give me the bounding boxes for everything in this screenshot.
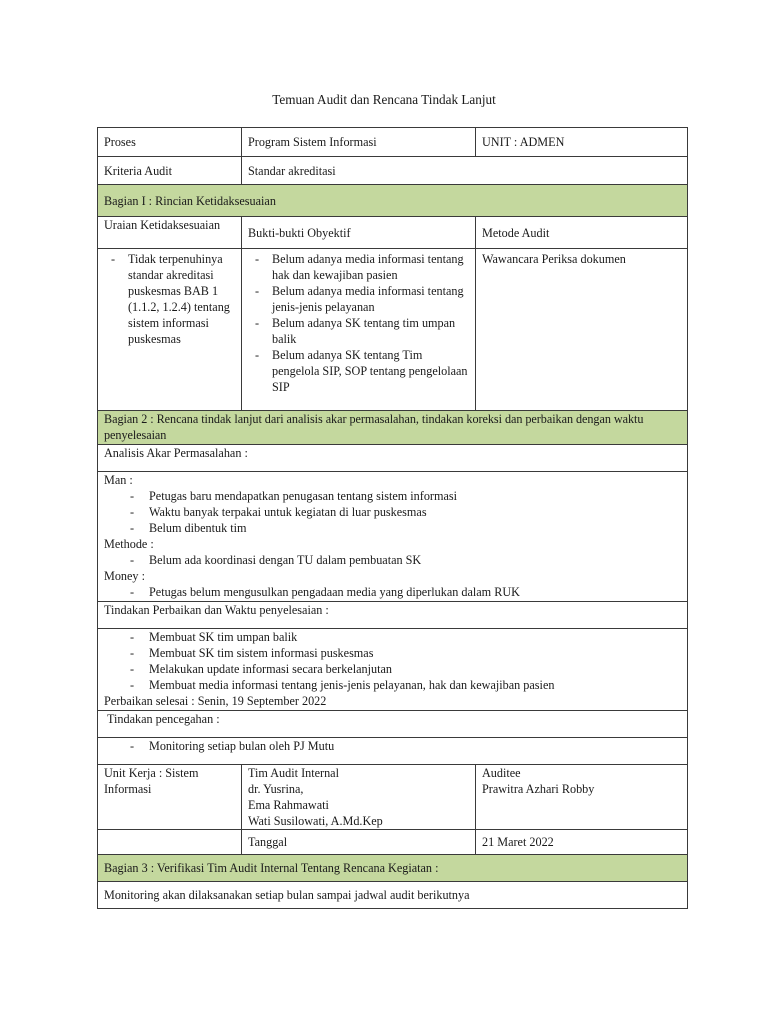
row-pencegahan-label bbox=[98, 711, 688, 738]
list-item: - Membuat media informasi tentang jenis-jenis pelayanan, hak dan kewajiban pasien bbox=[104, 677, 681, 693]
man-label: Man : bbox=[104, 473, 133, 487]
bagian3-heading: Bagian 3 : Verifikasi Tim Audit Internal Tentang Rencana Kegiatan : bbox=[98, 855, 688, 882]
list-item: - Belum adanya SK tentang tim umpan balik bbox=[248, 315, 469, 347]
proses-label: Proses bbox=[98, 128, 242, 157]
bagian2-heading: Bagian 2 : Rencana tindak lanjut dari analisis akar permasalahan, tindakan koreksi dan perbaikan dengan waktu penyelesaian bbox=[98, 411, 688, 445]
list-item: - Belum dibentuk tim bbox=[104, 520, 681, 536]
row-tindakan-label bbox=[98, 602, 688, 629]
list-item: - Monitoring setiap bulan oleh PJ Mutu bbox=[104, 738, 681, 754]
methode-list bbox=[104, 552, 681, 568]
pencegahan-content bbox=[98, 738, 688, 765]
list-item: - Petugas belum mengusulkan pengadaan media yang diperlukan dalam RUK bbox=[104, 584, 681, 600]
list-item: - Tidak terpenuhinya standar akreditasi puskesmas BAB 1 (1.1.2, 1.2.4) tentang sistem informasi puskesmas bbox=[104, 251, 235, 347]
row-kriteria bbox=[98, 157, 688, 185]
col-uraian-header: Uraian Ketidaksesuaian bbox=[98, 217, 242, 249]
unit-value: UNIT : ADMEN bbox=[476, 128, 688, 157]
row-proses bbox=[98, 128, 688, 157]
perbaikan-selesai: Perbaikan selesai : Senin, 19 September 2022 bbox=[104, 694, 327, 708]
col-metode-header: Metode Audit bbox=[476, 217, 688, 249]
row-bagian3-heading bbox=[98, 855, 688, 882]
tim-member: Wati Susilowati, A.Md.Kep bbox=[248, 814, 383, 828]
uraian-cell bbox=[98, 249, 242, 411]
tanggal-label: Tanggal bbox=[242, 830, 476, 855]
unit-kerja: Unit Kerja : Sistem Informasi bbox=[98, 765, 242, 830]
row-bagian1-heading bbox=[98, 185, 688, 217]
pencegahan-label: Tindakan pencegahan : bbox=[98, 711, 688, 738]
bukti-list bbox=[248, 251, 469, 395]
row-bagian3-content bbox=[98, 882, 688, 909]
list-item: - Melakukan update informasi secara berkelanjutan bbox=[104, 661, 681, 677]
document-title: Temuan Audit dan Rencana Tindak Lanjut bbox=[272, 92, 496, 107]
man-list bbox=[104, 488, 681, 536]
money-list bbox=[104, 584, 681, 600]
row-signoff bbox=[98, 765, 688, 830]
row-bagian1-columns bbox=[98, 217, 688, 249]
metode-cell: Wawancara Periksa dokumen bbox=[476, 249, 688, 411]
auditee-name: Prawitra Azhari Robby bbox=[482, 782, 595, 796]
proses-value: Program Sistem Informasi bbox=[242, 128, 476, 157]
row-tindakan-content bbox=[98, 629, 688, 711]
list-item: - Belum adanya SK tentang Tim pengelola SIP, SOP tentang pengelolaan SIP bbox=[248, 347, 469, 395]
row-bagian1-content bbox=[98, 249, 688, 411]
bagian3-text: Monitoring akan dilaksanakan setiap bulan sampai jadwal audit berikutnya bbox=[98, 882, 688, 909]
tim-audit-cell bbox=[242, 765, 476, 830]
analisis-content bbox=[98, 472, 688, 602]
bagian1-heading: Bagian I : Rincian Ketidaksesuaian bbox=[98, 185, 688, 217]
list-item: - Membuat SK tim umpan balik bbox=[104, 629, 681, 645]
kriteria-value: Standar akreditasi bbox=[242, 157, 688, 185]
tim-member: dr. Yusrina, bbox=[248, 782, 304, 796]
row-analisis-label bbox=[98, 445, 688, 472]
auditee-cell bbox=[476, 765, 688, 830]
list-item: - Membuat SK tim sistem informasi puskesmas bbox=[104, 645, 681, 661]
row-pencegahan-content bbox=[98, 738, 688, 765]
tim-audit-label: Tim Audit Internal bbox=[248, 766, 339, 780]
list-item: - Waktu banyak terpakai untuk kegiatan di luar puskesmas bbox=[104, 504, 681, 520]
list-item: - Belum adanya media informasi tentang hak dan kewajiban pasien bbox=[248, 251, 469, 283]
list-item: - Petugas baru mendapatkan penugasan tentang sistem informasi bbox=[104, 488, 681, 504]
list-item: - Belum ada koordinasi dengan TU dalam pembuatan SK bbox=[104, 552, 681, 568]
tim-member: Ema Rahmawati bbox=[248, 798, 329, 812]
audit-table bbox=[97, 127, 688, 909]
list-item: - Belum adanya media informasi tentang jenis-jenis pelayanan bbox=[248, 283, 469, 315]
tanggal-value: 21 Maret 2022 bbox=[476, 830, 688, 855]
tindakan-label: Tindakan Perbaikan dan Waktu penyelesaian : bbox=[98, 602, 688, 629]
row-bagian2-heading bbox=[98, 411, 688, 445]
tindakan-list bbox=[104, 629, 681, 693]
money-label: Money : bbox=[104, 569, 145, 583]
methode-label: Methode : bbox=[104, 537, 154, 551]
row-analisis-content bbox=[98, 472, 688, 602]
uraian-list bbox=[104, 251, 235, 347]
empty-cell bbox=[98, 830, 242, 855]
auditee-label: Auditee bbox=[482, 766, 521, 780]
row-tanggal bbox=[98, 830, 688, 855]
col-bukti-header: Bukti-bukti Obyektif bbox=[242, 217, 476, 249]
pencegahan-list bbox=[104, 738, 681, 754]
analisis-label: Analisis Akar Permasalahan : bbox=[98, 445, 688, 472]
kriteria-label: Kriteria Audit bbox=[98, 157, 242, 185]
tindakan-content bbox=[98, 629, 688, 711]
bukti-cell bbox=[242, 249, 476, 411]
